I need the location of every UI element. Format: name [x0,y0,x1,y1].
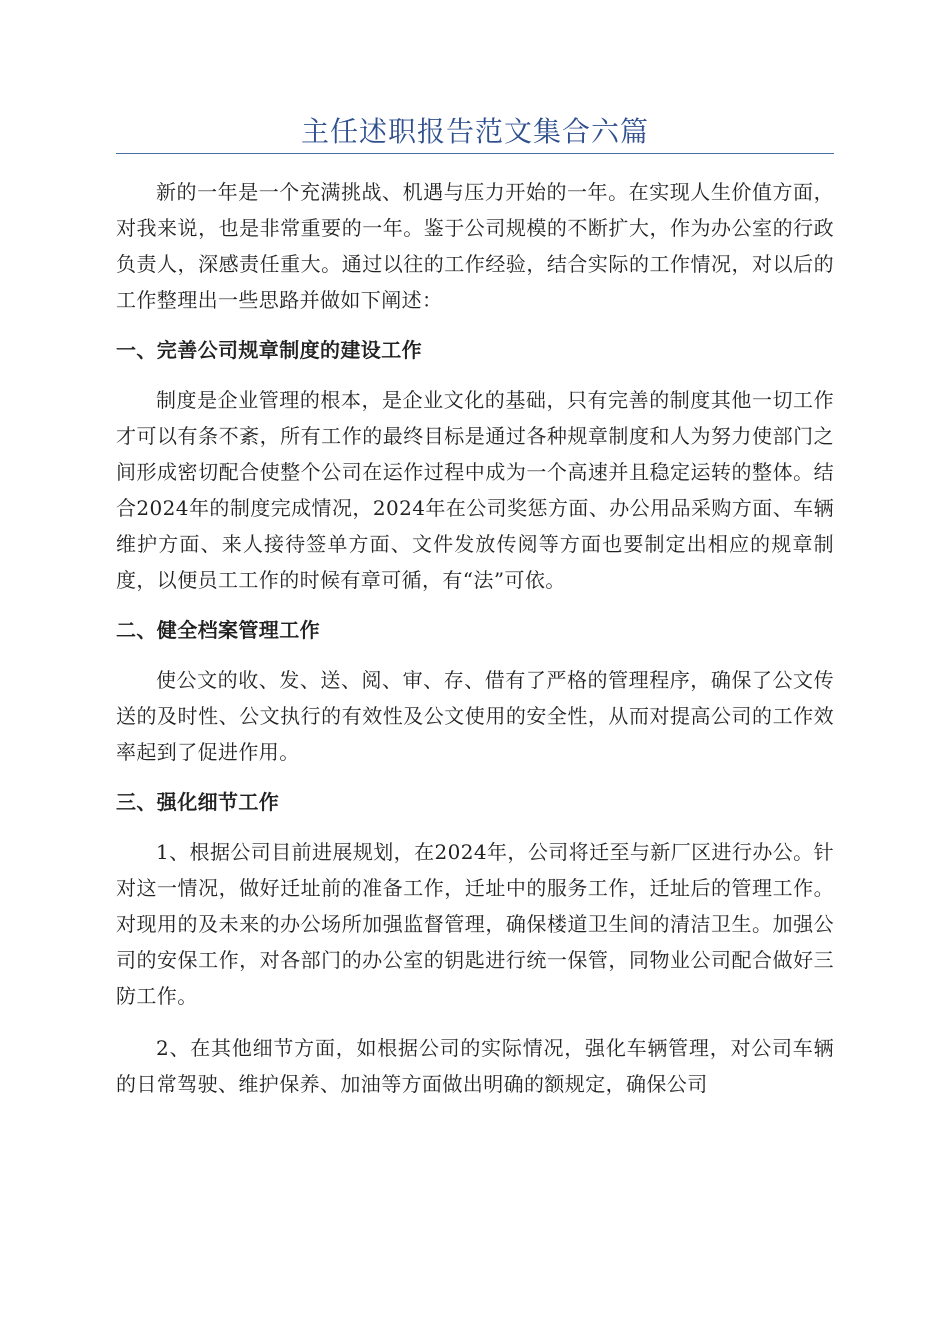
section-heading-3: 三、强化细节工作 [116,790,280,814]
section-heading-2: 二、健全档案管理工作 [116,618,320,642]
spacer [116,318,834,332]
intro-paragraph: 新的一年是一个充满挑战、机遇与压力开始的一年。在实现人生价值方面，对我来说，也是非常重要的一年。鉴于公司规模的不断扩大，作为办公室的行政负责人，深感责任重大。通过以往的工作经验，结合实际的工作情况，对以后的工作整理出一些思路并做如下阐述： [116,180,834,312]
spacer [116,648,834,662]
document-body [116,174,834,1102]
section-3-paragraph-2: 2、在其他细节方面，如根据公司的实际情况，强化车辆管理，对公司车辆的日常驾驶、维护保养、加油等方面做出明确的额规定，确保公司 [116,1036,834,1096]
spacer [116,820,834,834]
spacer [116,368,834,382]
spacer [116,598,834,612]
section-heading-1: 一、完善公司规章制度的建设工作 [116,338,422,362]
section-3-paragraph-1: 1、根据公司目前进展规划，在2024年，公司将迁至与新厂区进行办公。针对这一情况，做好迁址前的准备工作，迁址中的服务工作，迁址后的管理工作。对现用的及未来的办公场所加强监督管理，确保楼道卫生间的清洁卫生。加强公司的安保工作，对各部门的办公室的钥匙进行统一保管，同物业公司配合做好三防工作。 [116,840,834,1008]
spacer [116,770,834,784]
title-underline [116,153,834,154]
spacer [116,1014,834,1030]
section-2-paragraph-1: 使公文的收、发、送、阅、审、存、借有了严格的管理程序，确保了公文传送的及时性、公文执行的有效性及公文使用的安全性，从而对提高公司的工作效率起到了促进作用。 [116,668,834,764]
document-title: 主任述职报告范文集合六篇 [300,115,649,148]
section-1-paragraph-1: 制度是企业管理的根本，是企业文化的基础，只有完善的制度其他一切工作才可以有条不紊，所有工作的最终目标是通过各种规章制度和人为努力使部门之间形成密切配合使整个公司在运作过程中成为一个高速并且稳定运转的整体。结合2024年的制度完成情况，2024年在公司奖惩方面、办公用品采购方面、车辆维护方面、来人接待签单方面、文件发放传阅等方面也要制定出相应的规章制度，以便员工工作的时候有章可循，有“法”可依。 [116,388,834,592]
